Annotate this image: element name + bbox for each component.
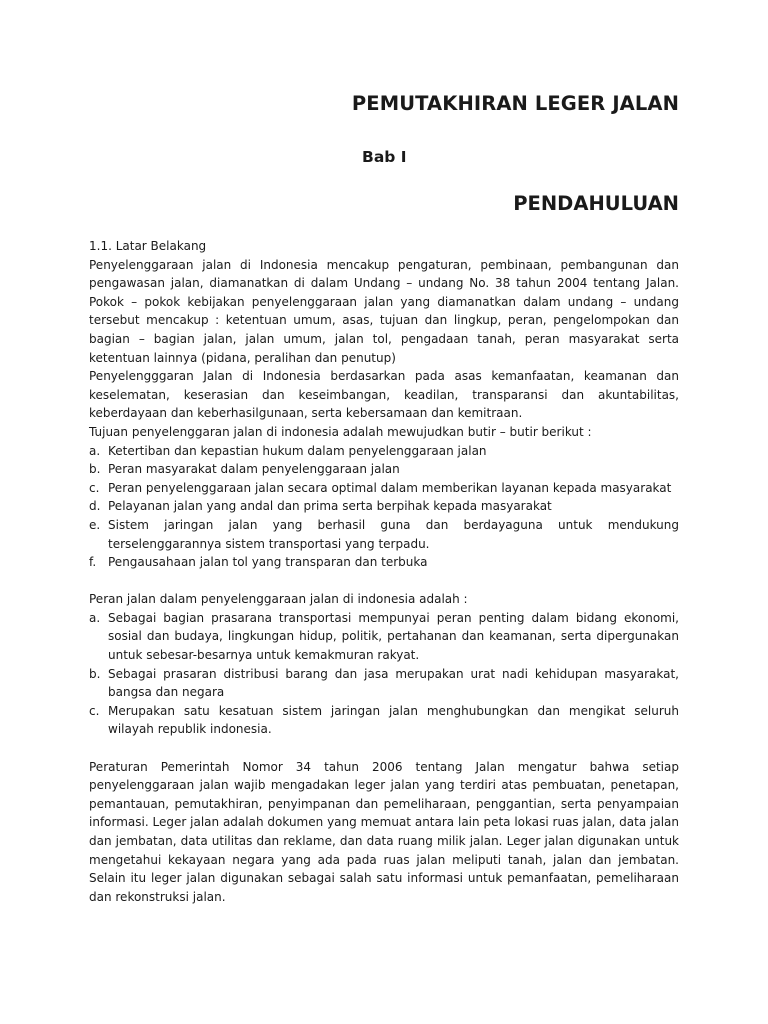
list-marker: c. xyxy=(89,480,100,495)
list-item-text: Sebagai prasaran distribusi barang dan jasa merupakan urat nadi kehidupan masyarakat, bangsa dan negara xyxy=(108,666,679,700)
paragraph: Tujuan penyelenggaran jalan di indonesia adalah mewujudkan butir – butir berikut : xyxy=(89,424,592,439)
list-item xyxy=(89,516,679,553)
list-item-text: Peran masyarakat dalam penyelenggaraan jalan xyxy=(108,462,400,477)
list-marker: d. xyxy=(89,499,101,514)
paragraph: Peran jalan dalam penyelenggaraan jalan di indonesia adalah : xyxy=(89,592,468,607)
paragraph: Penyelengggaran Jalan di Indonesia berdasarkan pada asas kemanfaatan, keamanan dan keselematan, keserasian dan keseimbangan, keadilan, transparansi dan akuntabilitas, keberdayaan dan keberhasilgunaan, serta kebersamaan dan kemitraan. xyxy=(89,369,679,421)
list-item xyxy=(89,479,679,498)
list-item-text: Peran penyelenggaraan jalan secara optimal dalam memberikan layanan kepada masyarakat xyxy=(108,480,672,495)
list-item-text: Ketertiban dan kepastian hukum dalam penyelenggaraan jalan xyxy=(108,443,487,458)
list-item xyxy=(89,460,679,479)
list-item-text: Sebagai bagian prasarana transportasi mempunyai peran penting dalam bidang ekonomi, sosial dan budaya, lingkungan hidup, politik, pertahanan dan keamanan, serta dipergunakan untuk sebesar-besarnya untuk kemakmuran rakyat. xyxy=(108,610,679,663)
document-title: PEMUTAKHIRAN LEGER JALAN xyxy=(351,92,679,115)
roles-list xyxy=(89,609,679,739)
list-item xyxy=(89,702,679,739)
list-item xyxy=(89,497,679,516)
list-marker: a. xyxy=(89,443,101,458)
spacer xyxy=(89,572,679,591)
list-marker: e. xyxy=(89,517,101,532)
list-marker: f. xyxy=(89,555,97,570)
paragraph: Peraturan Pemerintah Nomor 34 tahun 2006 tentang Jalan mengatur bahwa setiap penyelenggaraan jalan wajib mengadakan leger jalan yang terdiri atas pembuatan, penetapan, pemantauan, pemutakhiran, penyimpanan dan pemeliharaan, penggantian, serta penyampaian informasi. Leger jalan adalah dokumen yang memuat antara lain peta lokasi ruas jalan, data jalan dan jembatan, data utilitas dan reklame, dan data ruang milik jalan. Leger jalan digunakan untuk mengetahui kekayaan negara yang ada pada ruas jalan meliputi tanah, jalan dan jembatan. Selain itu leger jalan digunakan sebagai salah satu informasi untuk pemanfaatan, pemeliharaan dan rekonstruksi jalan. xyxy=(89,759,679,904)
list-item xyxy=(89,665,679,702)
list-item xyxy=(89,609,679,665)
list-item-text: Pengausahaan jalan tol yang transparan dan terbuka xyxy=(108,555,428,570)
spacer xyxy=(89,739,679,758)
document-body xyxy=(89,237,679,906)
list-marker: c. xyxy=(89,703,100,718)
list-item xyxy=(89,553,679,572)
list-item-text: Merupakan satu kesatuan sistem jaringan jalan menghubungkan dan mengikat seluruh wilayah republik indonesia. xyxy=(108,703,679,737)
list-item-text: Sistem jaringan jalan yang berhasil guna dan berdayaguna untuk mendukung terselenggarannya sistem transportasi yang terpadu. xyxy=(108,517,679,551)
paragraph: Penyelenggaraan jalan di Indonesia mencakup pengaturan, pembinaan, pembangunan dan pengawasan jalan, diamanatkan di dalam Undang – undang No. 38 tahun 2004 tentang Jalan. Pokok – pokok kebijakan penyelenggaraan jalan yang diamanatkan dalam undang – undang tersebut mencakup : ketentuan umum, asas, tujuan dan lingkup, peran, pengelompokan dan bagian – bagian jalan, jalan umum, jalan tol, pengadaan tanah, peran masyarakat serta ketentuan lainnya (pidana, peralihan dan penutup) xyxy=(89,257,679,365)
chapter-number: Bab I xyxy=(362,148,407,166)
chapter-title: PENDAHULUAN xyxy=(513,192,679,215)
section-heading: 1.1. Latar Belakang xyxy=(89,239,207,253)
list-item-text: Pelayanan jalan yang andal dan prima serta berpihak kepada masyarakat xyxy=(108,499,552,514)
list-marker: b. xyxy=(89,462,101,477)
list-item xyxy=(89,442,679,461)
list-marker: b. xyxy=(89,666,101,681)
list-marker: a. xyxy=(89,610,101,625)
objectives-list xyxy=(89,442,679,572)
